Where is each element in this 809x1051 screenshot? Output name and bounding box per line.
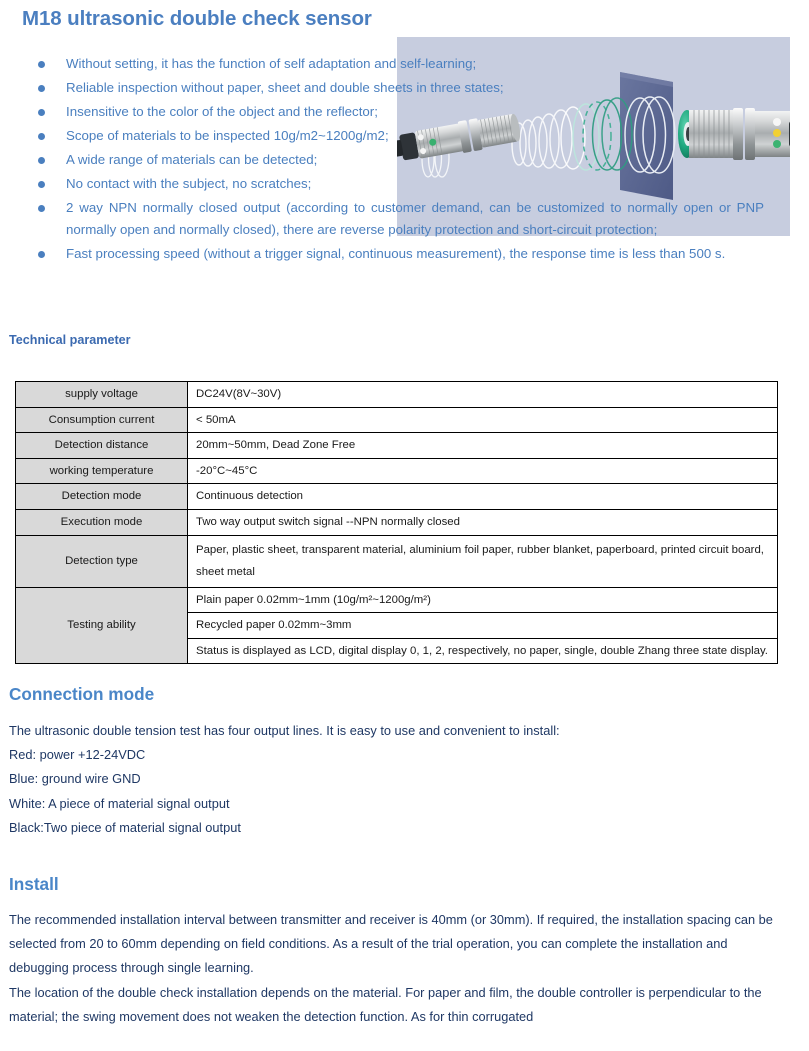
table-row bbox=[16, 484, 778, 510]
table-row bbox=[16, 535, 778, 587]
table-row bbox=[188, 613, 777, 639]
bullet-text: No contact with the subject, no scratches; bbox=[66, 176, 312, 191]
feature-bullet-list bbox=[0, 53, 790, 267]
row-label: working temperature bbox=[16, 458, 188, 484]
connection-line: The ultrasonic double tension test has four output lines. It is easy to use and convenient to install: bbox=[9, 723, 560, 738]
bullet-dot-icon bbox=[38, 109, 45, 116]
bullet-text: 2 way NPN normally closed output (according to customer demand, can be customized to normally open or PNP normally open and normally closed), there are reverse polarity protection and short-circuit protection; bbox=[66, 200, 764, 238]
row-value: -20°C~45°C bbox=[188, 458, 778, 484]
row-value: 20mm~50mm, Dead Zone Free bbox=[188, 433, 778, 459]
row-label: supply voltage bbox=[16, 382, 188, 408]
list-item bbox=[0, 101, 790, 123]
bullet-text: Scope of materials to be inspected 10g/m2~1200g/m2; bbox=[66, 128, 389, 143]
list-item bbox=[0, 243, 790, 265]
technical-parameter-table bbox=[15, 381, 778, 664]
technical-parameter-heading: Technical parameter bbox=[9, 333, 131, 347]
row-label: Testing ability bbox=[16, 587, 188, 664]
list-item bbox=[0, 125, 790, 147]
row-value: Status is displayed as LCD, digital display 0, 1, 2, respectively, no paper, single, double Zhang three state display. bbox=[196, 644, 768, 657]
connection-mode-body bbox=[9, 719, 789, 840]
list-item bbox=[0, 149, 790, 171]
install-paragraph: The location of the double check installation depends on the material. For paper and film, the double controller is perpendicular to the material; the swing movement does not weaken the detection function. As for thin corrugated bbox=[9, 984, 762, 1024]
row-label: Detection distance bbox=[16, 433, 188, 459]
bullet-text: Insensitive to the color of the object and the reflector; bbox=[66, 104, 378, 119]
row-value: DC24V(8V~30V) bbox=[188, 382, 778, 408]
table-row bbox=[16, 458, 778, 484]
table-row bbox=[16, 587, 778, 664]
bullet-dot-icon bbox=[38, 61, 45, 68]
table-row bbox=[16, 509, 778, 535]
table-row bbox=[188, 638, 777, 663]
table-row bbox=[188, 588, 777, 613]
row-value: Two way output switch signal --NPN normally closed bbox=[188, 509, 778, 535]
bullet-text: Reliable inspection without paper, sheet and double sheets in three states; bbox=[66, 80, 504, 95]
row-value: < 50mA bbox=[188, 407, 778, 433]
list-item bbox=[0, 173, 790, 195]
row-label: Detection mode bbox=[16, 484, 188, 510]
row-value: Paper, plastic sheet, transparent material, aluminium foil paper, rubber blanket, paperboard, printed circuit board, sheet metal bbox=[188, 535, 778, 587]
bullet-text: A wide range of materials can be detected; bbox=[66, 152, 318, 167]
page-title: M18 ultrasonic double check sensor bbox=[22, 7, 372, 30]
connection-mode-heading: Connection mode bbox=[9, 684, 155, 704]
table-row bbox=[16, 382, 778, 408]
bullet-dot-icon bbox=[38, 85, 45, 92]
row-value: Plain paper 0.02mm~1mm (10g/m²~1200g/m²) bbox=[188, 588, 777, 613]
connection-line: Blue: ground wire GND bbox=[9, 771, 141, 787]
row-value: Continuous detection bbox=[188, 484, 778, 510]
table-row bbox=[16, 407, 778, 433]
connection-line: Red: power +12-24VDC bbox=[9, 747, 146, 763]
list-item bbox=[0, 53, 790, 75]
testing-ability-subtable bbox=[188, 588, 777, 664]
row-label: Execution mode bbox=[16, 509, 188, 535]
bullet-dot-icon bbox=[38, 157, 45, 164]
bullet-dot-icon bbox=[38, 205, 45, 212]
install-paragraph: The recommended installation interval between transmitter and receiver is 40mm (or 30mm). If required, the installation spacing can be selected from 20 to 60mm depending on field conditions. As a result of the trial operation, you can complete the installation and debugging process through single learning. bbox=[9, 912, 773, 976]
connection-line: White: A piece of material signal output bbox=[9, 795, 230, 811]
row-label: Consumption current bbox=[16, 407, 188, 433]
connection-line: Black:Two piece of material signal output bbox=[9, 819, 241, 835]
testing-ability-cell bbox=[188, 587, 778, 664]
bullet-dot-icon bbox=[38, 251, 45, 258]
bullet-text: Without setting, it has the function of self adaptation and self-learning; bbox=[66, 56, 477, 71]
table-row bbox=[16, 433, 778, 459]
bullet-dot-icon bbox=[38, 133, 45, 140]
install-body bbox=[9, 908, 789, 1029]
row-label: Detection type bbox=[16, 535, 188, 587]
row-value: Recycled paper 0.02mm~3mm bbox=[188, 613, 777, 639]
install-heading: Install bbox=[9, 874, 59, 894]
bullet-text: Fast processing speed (without a trigger signal, continuous measurement), the response time is less than 500 s. bbox=[66, 246, 726, 262]
bullet-dot-icon bbox=[38, 181, 45, 188]
list-item bbox=[0, 77, 790, 99]
list-item bbox=[0, 197, 790, 242]
